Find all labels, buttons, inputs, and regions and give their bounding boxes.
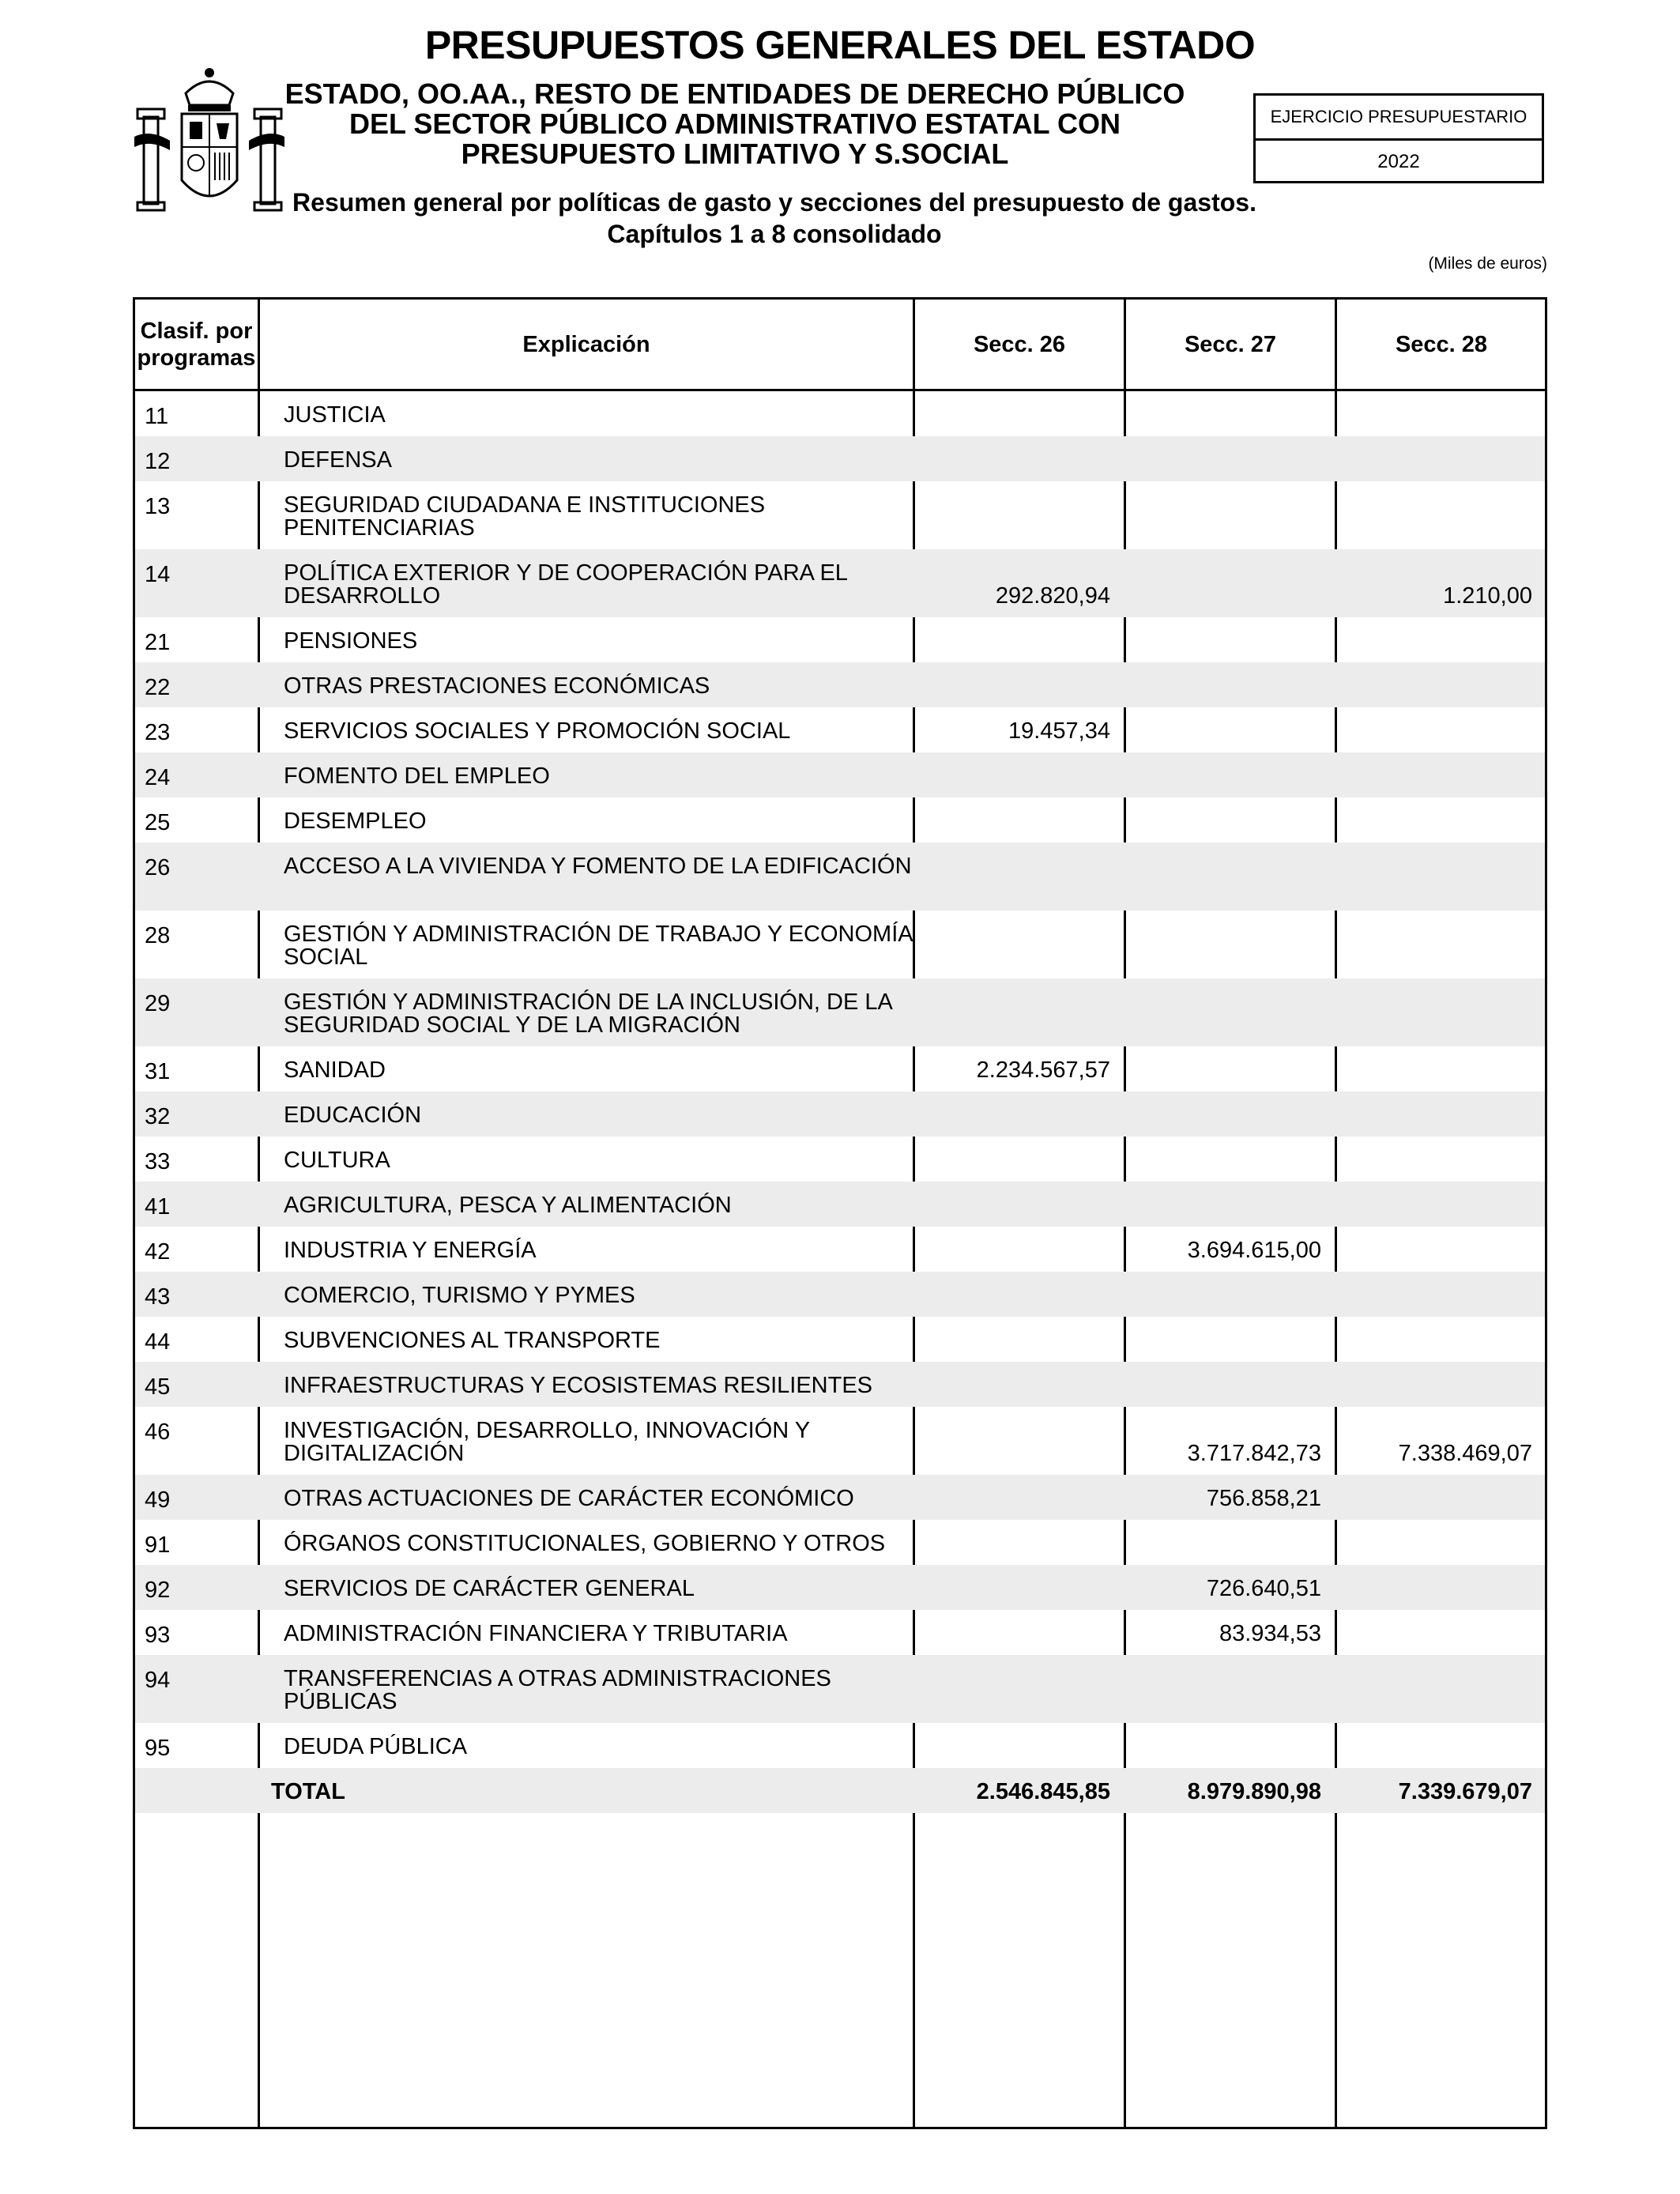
row-code: 22 [145,675,171,700]
report-summary [261,187,1288,250]
row-description: INDUSTRIA Y ENERGÍA [284,1238,537,1263]
row-description: DEUDA PÚBLICA [284,1734,468,1759]
table-row [135,797,1545,843]
exercise-year: 2022 [1377,151,1420,172]
row-description: TRANSFERENCIAS A OTRAS ADMINISTRACIONES PÚBLICAS [284,1666,831,1714]
row-description: EDUCACIÓN [284,1103,422,1128]
row-code: 25 [145,810,171,835]
col-header-secc-26: Secc. 26 [973,331,1066,357]
row-description: SUBVENCIONES AL TRANSPORTE [284,1328,661,1353]
table-row [135,1362,1545,1407]
row-code: 21 [145,630,171,655]
row-description: JUSTICIA [284,402,386,428]
row-code: 13 [145,494,171,519]
row-code: 32 [145,1104,171,1129]
row-description: PENSIONES [284,628,418,654]
table-row [135,978,1545,1046]
table-row [135,1723,1545,1768]
table-row [135,549,1545,617]
subtitle-line: ESTADO, OO.AA., RESTO DE ENTIDADES DE DERECHO PÚBLICO [284,77,1185,110]
row-code: 33 [145,1149,171,1174]
table-row [135,1655,1545,1723]
row-description: ADMINISTRACIÓN FINANCIERA Y TRIBUTARIA [284,1621,788,1646]
table-row [135,910,1545,978]
table-row [135,662,1545,707]
row-value-secc-27: 3.694.615,00 [1187,1238,1321,1263]
summary-line: Resumen general por políticas de gasto y secciones del presupuesto de gastos. [292,188,1256,217]
row-description: SERVICIOS DE CARÁCTER GENERAL [284,1576,695,1601]
row-description: FOMENTO DEL EMPLEO [284,763,550,789]
row-description: GESTIÓN Y ADMINISTRACIÓN DE LA INCLUSIÓN, DE LA SEGURIDAD SOCIAL Y DE LA MIGRACIÓN [284,990,892,1038]
row-code: 49 [145,1487,171,1513]
page-title: PRESUPUESTOS GENERALES DEL ESTADO [424,23,1256,67]
row-description: COMERCIO, TURISMO Y PYMES [284,1283,635,1308]
row-code: 41 [145,1194,171,1220]
document-subtitle [261,79,1209,169]
col-header-secc-28: Secc. 28 [1395,331,1488,357]
table-row [135,436,1545,481]
subtitle-line: DEL SECTOR PÚBLICO ADMINISTRATIVO ESTATAL CON [348,107,1121,140]
row-code: 44 [145,1329,171,1355]
row-value-secc-27: 83.934,53 [1219,1621,1321,1646]
row-description: CULTURA [284,1148,390,1173]
row-code: 26 [145,855,171,880]
row-code: 24 [145,765,171,790]
exercise-box [1253,93,1544,183]
row-code: 14 [145,562,171,587]
row-description: INFRAESTRUCTURAS Y ECOSISTEMAS RESILIENTES [284,1373,873,1398]
row-description: ÓRGANOS CONSTITUCIONALES, GOBIERNO Y OTROS [284,1531,886,1556]
row-code: 42 [145,1239,171,1265]
row-code: 31 [145,1059,171,1084]
row-code: 91 [145,1532,171,1558]
row-code: 45 [145,1374,171,1400]
row-code: 95 [145,1736,171,1761]
budget-table [133,297,1547,2129]
row-description: DESEMPLEO [284,809,427,834]
row-description: DEFENSA [284,447,392,473]
row-description: INVESTIGACIÓN, DESARROLLO, INNOVACIÓN Y DIGITALIZACIÓN [284,1418,810,1466]
row-code: 29 [145,991,171,1016]
row-code: 46 [145,1419,171,1445]
table-row [135,1091,1545,1137]
table-row [135,481,1545,549]
row-description: ACCESO A LA VIVIENDA Y FOMENTO DE LA EDIFICACIÓN [284,854,912,879]
table-row [135,1227,1545,1272]
row-code: 12 [145,449,171,474]
total-value-secc-27: 8.979.890,98 [1187,1779,1321,1804]
table-row [135,1610,1545,1655]
table-row [135,1272,1545,1317]
exercise-label: EJERCICIO PRESUPUESTARIO [1256,96,1542,141]
row-description: AGRICULTURA, PESCA Y ALIMENTACIÓN [284,1193,732,1218]
row-description: SANIDAD [284,1057,386,1083]
table-row [135,391,1545,436]
row-value-secc-27: 756.858,21 [1206,1486,1321,1511]
row-code: 94 [145,1668,171,1693]
row-description: GESTIÓN Y ADMINISTRACIÓN DE TRABAJO Y ECONOMÍA SOCIAL [284,922,912,970]
row-description: OTRAS ACTUACIONES DE CARÁCTER ECONÓMICO [284,1486,854,1511]
table-row [135,1182,1545,1227]
row-code: 92 [145,1578,171,1603]
total-value-secc-28: 7.339.679,07 [1398,1779,1532,1804]
table-row [135,1475,1545,1520]
table-row [135,843,1545,910]
row-code: 23 [145,720,171,745]
table-row [135,1046,1545,1091]
row-value-secc-28: 1.210,00 [1443,583,1532,609]
total-label: TOTAL [271,1779,345,1804]
table-row [135,1407,1545,1475]
table-row [135,707,1545,752]
row-value-secc-27: 3.717.842,73 [1187,1441,1321,1466]
col-header-explicacion: Explicación [522,331,650,357]
row-value-secc-28: 7.338.469,07 [1398,1441,1532,1466]
col-header-secc-27: Secc. 27 [1184,331,1277,357]
total-row [135,1768,1545,1813]
row-description: POLÍTICA EXTERIOR Y DE COOPERACIÓN PARA EL DESARROLLO [284,560,847,609]
row-value-secc-27: 726.640,51 [1206,1576,1321,1601]
row-description: SEGURIDAD CIUDADANA E INSTITUCIONES PENITENCIARIAS [284,492,766,541]
table-row [135,1565,1545,1610]
row-code: 28 [145,923,171,948]
table-row [135,1317,1545,1362]
summary-line: Capítulos 1 a 8 consolidado [607,220,942,248]
units-note: (Miles de euros) [1428,254,1547,273]
table-row [135,617,1545,662]
row-value-secc-26: 19.457,34 [1008,718,1110,744]
col-header-code-line: Clasif. por [140,318,253,344]
row-value-secc-26: 292.820,94 [995,583,1110,609]
row-description: OTRAS PRESTACIONES ECONÓMICAS [284,673,710,699]
row-value-secc-26: 2.234.567,57 [976,1057,1110,1083]
row-code: 43 [145,1284,171,1310]
table-row [135,752,1545,797]
table-row [135,1137,1545,1182]
subtitle-line: PRESUPUESTO LIMITATIVO Y S.SOCIAL [461,138,1009,170]
col-header-code-line: programas [137,345,256,371]
row-description: SERVICIOS SOCIALES Y PROMOCIÓN SOCIAL [284,718,791,744]
table-row [135,1520,1545,1565]
total-value-secc-26: 2.546.845,85 [976,1779,1110,1804]
row-code: 11 [145,404,169,429]
col-header-code [135,300,258,389]
row-code: 93 [145,1623,171,1648]
